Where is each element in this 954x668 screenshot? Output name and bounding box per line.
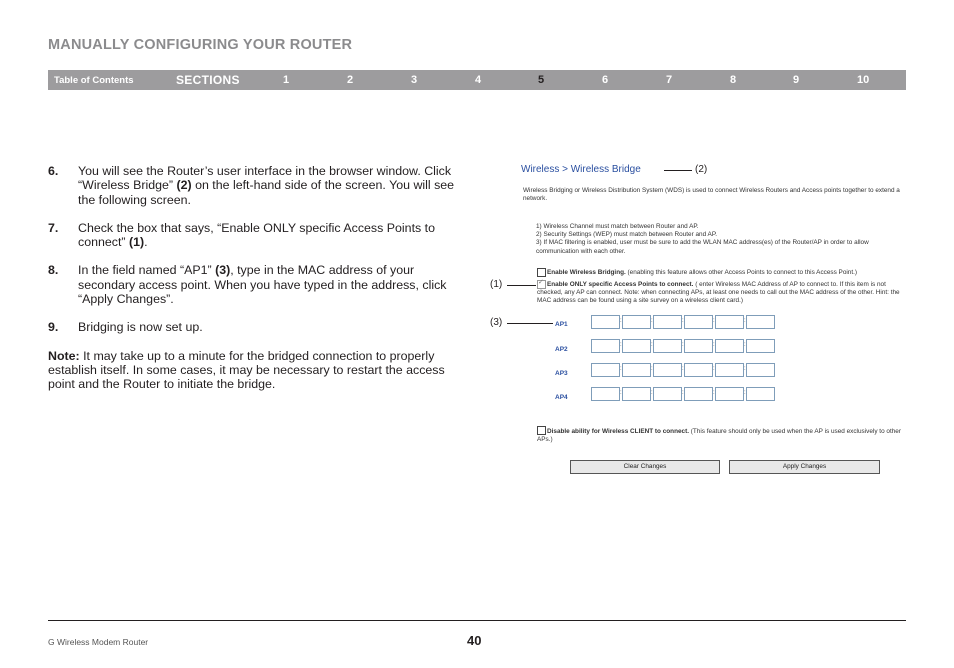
callout-1-label: (1) <box>490 279 503 290</box>
ap1-mac-octet-2[interactable] <box>622 315 651 329</box>
ap3-mac-octet-4[interactable] <box>684 363 713 377</box>
screenshot-requirements: 1) Wireless Channel must match between Router and AP. 2) Security Settings (WEP) must match between Router and AP. 3) If MAC filtering is enabled, user must be sure to add the WLAN MAC address(es) of the Router/AP in order to allow communication with each other. <box>536 223 869 255</box>
ap3-mac-octet-1[interactable] <box>591 363 620 377</box>
ap2-mac-octet-5[interactable] <box>715 339 744 353</box>
clear-changes-button[interactable]: Clear Changes <box>570 460 720 474</box>
ap3-mac-octet-2[interactable] <box>622 363 651 377</box>
page-title: MANUALLY CONFIGURING YOUR ROUTER <box>48 37 353 53</box>
nav-section-1[interactable]: 1 <box>283 74 290 86</box>
enable-bridging-text: Enable Wireless Bridging. (enabling this feature allows other Access Points to connect to this Access Point.) <box>547 269 858 276</box>
ap4-mac-octet-1[interactable] <box>591 387 620 401</box>
step-9: 9. Bridging is now set up. <box>48 320 203 335</box>
nav-table-of-contents[interactable]: Table of Contents <box>54 75 134 86</box>
callout-3-label: (3) <box>490 317 503 328</box>
nav-sections-label: SECTIONS <box>176 73 240 87</box>
note: Note: It may take up to a minute for the bridged connection to properly establish itself. In some cases, it may be necessary to restart the access point and the Router to initiate the bridge. <box>48 348 445 392</box>
callout-2-label: (2) <box>695 164 708 175</box>
nav-section-4[interactable]: 4 <box>475 74 482 86</box>
nav-section-10[interactable]: 10 <box>857 74 870 86</box>
ap2-mac-octet-2[interactable] <box>622 339 651 353</box>
nav-section-3[interactable]: 3 <box>411 74 418 86</box>
nav-section-8[interactable]: 8 <box>730 74 737 86</box>
ap3-mac-octet-5[interactable] <box>715 363 744 377</box>
screenshot-title: Wireless > Wireless Bridge <box>521 164 641 175</box>
ap1-mac-octet-5[interactable] <box>715 315 744 329</box>
step-6: 6. You will see the Router’s user interface in the browser window. Click “Wireless Bridge” (2) on the left-hand side of the screen. You will see the following screen. <box>48 164 455 207</box>
ap1-mac-octet-1[interactable] <box>591 315 620 329</box>
enable-bridging-checkbox[interactable] <box>537 268 546 277</box>
disable-wireless-client-text: Disable ability for Wireless CLIENT to connect. (This feature should only be used when the AP is used exclusively to other APs.) <box>537 428 901 444</box>
ap2-mac-octet-1[interactable] <box>591 339 620 353</box>
nav-section-6[interactable]: 6 <box>602 74 609 86</box>
footer-product-name: G Wireless Modem Router <box>48 637 149 647</box>
page-number: 40 <box>467 633 482 648</box>
ap3-mac-octet-3[interactable] <box>653 363 682 377</box>
ap4-mac-octet-2[interactable] <box>622 387 651 401</box>
ap2-label: AP2 <box>555 346 568 353</box>
nav-section-9[interactable]: 9 <box>793 74 800 86</box>
ap1-mac-octet-3[interactable] <box>653 315 682 329</box>
ap4-mac-octet-4[interactable] <box>684 387 713 401</box>
callout-3-line <box>507 323 553 324</box>
ap3-label: AP3 <box>555 370 568 377</box>
nav-section-2[interactable]: 2 <box>347 74 354 86</box>
instructions <box>48 164 468 392</box>
step-8: 8. In the field named “AP1” (3), type in the MAC address of your secondary access point. When you have typed in the address, click “Apply Changes”. <box>48 263 447 307</box>
ap1-label: AP1 <box>555 321 568 328</box>
enable-only-specific-text: Enable ONLY specific Access Points to connect. ( enter Wireless MAC Address of AP to connect to. If this item is not checked, any AP can connect. Note: when connecting APs, at least one needs to call out the MAC address of the other. Hint: the MAC address can be found using a site survey on a wireless client card.) <box>537 281 900 305</box>
footer-rule <box>48 620 906 621</box>
ap4-mac-octet-5[interactable] <box>715 387 744 401</box>
nav-section-5[interactable]: 5 <box>538 74 545 86</box>
ap4-mac-octet-6[interactable] <box>746 387 775 401</box>
callout-1-line <box>507 285 536 286</box>
ap2-mac-octet-4[interactable] <box>684 339 713 353</box>
ap1-mac-octet-6[interactable] <box>746 315 775 329</box>
apply-changes-button[interactable]: Apply Changes <box>729 460 880 474</box>
wireless-bridge-screenshot: Wireless > Wireless Bridge Wireless Bridging or Wireless Distribution System (WDS) is used to connect Wireless Routers and Access points together to extend a network. 1) Wireless Channel must match between Router and AP. 2) Security Settings (WEP) must match between Router and AP. 3) If MAC filtering is enabled, user must be sure to add the WLAN MAC address(es) of the Router/AP in order to allow communication with each other. Enable Wireless Bridging. (enabling this feature allows other Access Points to connect to this Access Point.) ✓ Enable ONLY specific Access Points to connect. ( enter Wireless MAC Address of AP to connect to. If this item is not checked, any AP can connect. Note: when connecting APs, at least one needs to call out the MAC address of the other. Hint: the MAC address can be found using a site survey on a wireless client card.) AP1 : : : : : AP2 : : : : : AP3 : : : : : AP4 : : : : : Disable ability for Wireless CLIENT to connect. (This feature should only be used when the AP is used exclusively to other APs.) Clear Changes Apply Changes <box>520 160 906 480</box>
ap1-mac-octet-4[interactable] <box>684 315 713 329</box>
callout-2-line <box>664 170 692 171</box>
ap3-mac-octet-6[interactable] <box>746 363 775 377</box>
ap2-mac-octet-3[interactable] <box>653 339 682 353</box>
section-nav-bar <box>48 70 906 90</box>
ap4-label: AP4 <box>555 394 568 401</box>
screenshot-intro: Wireless Bridging or Wireless Distribution System (WDS) is used to connect Wireless Routers and Access points together to extend a network. <box>523 187 900 203</box>
step-7: 7. Check the box that says, “Enable ONLY specific Access Points to connect” (1). <box>48 220 435 250</box>
nav-section-7[interactable]: 7 <box>666 74 673 86</box>
ap2-mac-octet-6[interactable] <box>746 339 775 353</box>
ap4-mac-octet-3[interactable] <box>653 387 682 401</box>
